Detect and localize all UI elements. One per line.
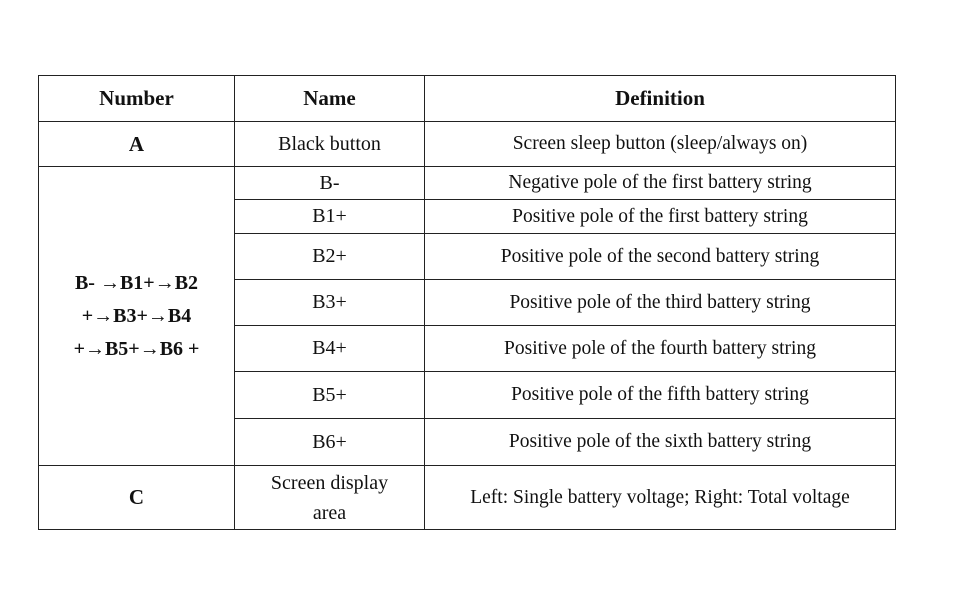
pole-name: B2+ bbox=[235, 234, 425, 280]
row-a-definition: Screen sleep button (sleep/always on) bbox=[425, 122, 896, 167]
table-row-a bbox=[39, 122, 896, 167]
header-definition: Definition bbox=[425, 76, 896, 122]
row-c-name bbox=[235, 466, 425, 530]
pole-definition: Positive pole of the sixth battery string bbox=[425, 419, 896, 466]
row-c-name-line: Screen display bbox=[270, 471, 389, 494]
pole-name: B4+ bbox=[235, 326, 425, 372]
pole-definition: Positive pole of the fifth battery string bbox=[425, 372, 896, 419]
pole-name: B1+ bbox=[235, 200, 425, 234]
definition-table bbox=[38, 75, 896, 530]
sequence-line: +→B5+→B6 + bbox=[73, 337, 200, 360]
row-c-definition: Left: Single battery voltage; Right: Total voltage bbox=[425, 466, 896, 530]
pole-name: B6+ bbox=[235, 419, 425, 466]
table-row bbox=[39, 167, 896, 200]
row-b-sequence bbox=[39, 167, 235, 466]
header-row bbox=[39, 76, 896, 122]
pole-name: B5+ bbox=[235, 372, 425, 419]
header-name: Name bbox=[235, 76, 425, 122]
row-c-name-line: area bbox=[312, 501, 347, 524]
pole-definition: Negative pole of the first battery string bbox=[425, 167, 896, 200]
row-c-number: C bbox=[39, 466, 235, 530]
pole-definition: Positive pole of the third battery string bbox=[425, 280, 896, 326]
row-a-number: A bbox=[39, 122, 235, 167]
header-number: Number bbox=[39, 76, 235, 122]
sequence-line: +→B3+→B4 bbox=[81, 304, 192, 327]
sequence-line: B- →B1+→B2 bbox=[74, 271, 199, 294]
table-row-c bbox=[39, 466, 896, 530]
pole-name: B3+ bbox=[235, 280, 425, 326]
pole-definition: Positive pole of the first battery string bbox=[425, 200, 896, 234]
row-a-name: Black button bbox=[235, 122, 425, 167]
pole-definition: Positive pole of the second battery string bbox=[425, 234, 896, 280]
pole-name: B- bbox=[235, 167, 425, 200]
pole-definition: Positive pole of the fourth battery string bbox=[425, 326, 896, 372]
